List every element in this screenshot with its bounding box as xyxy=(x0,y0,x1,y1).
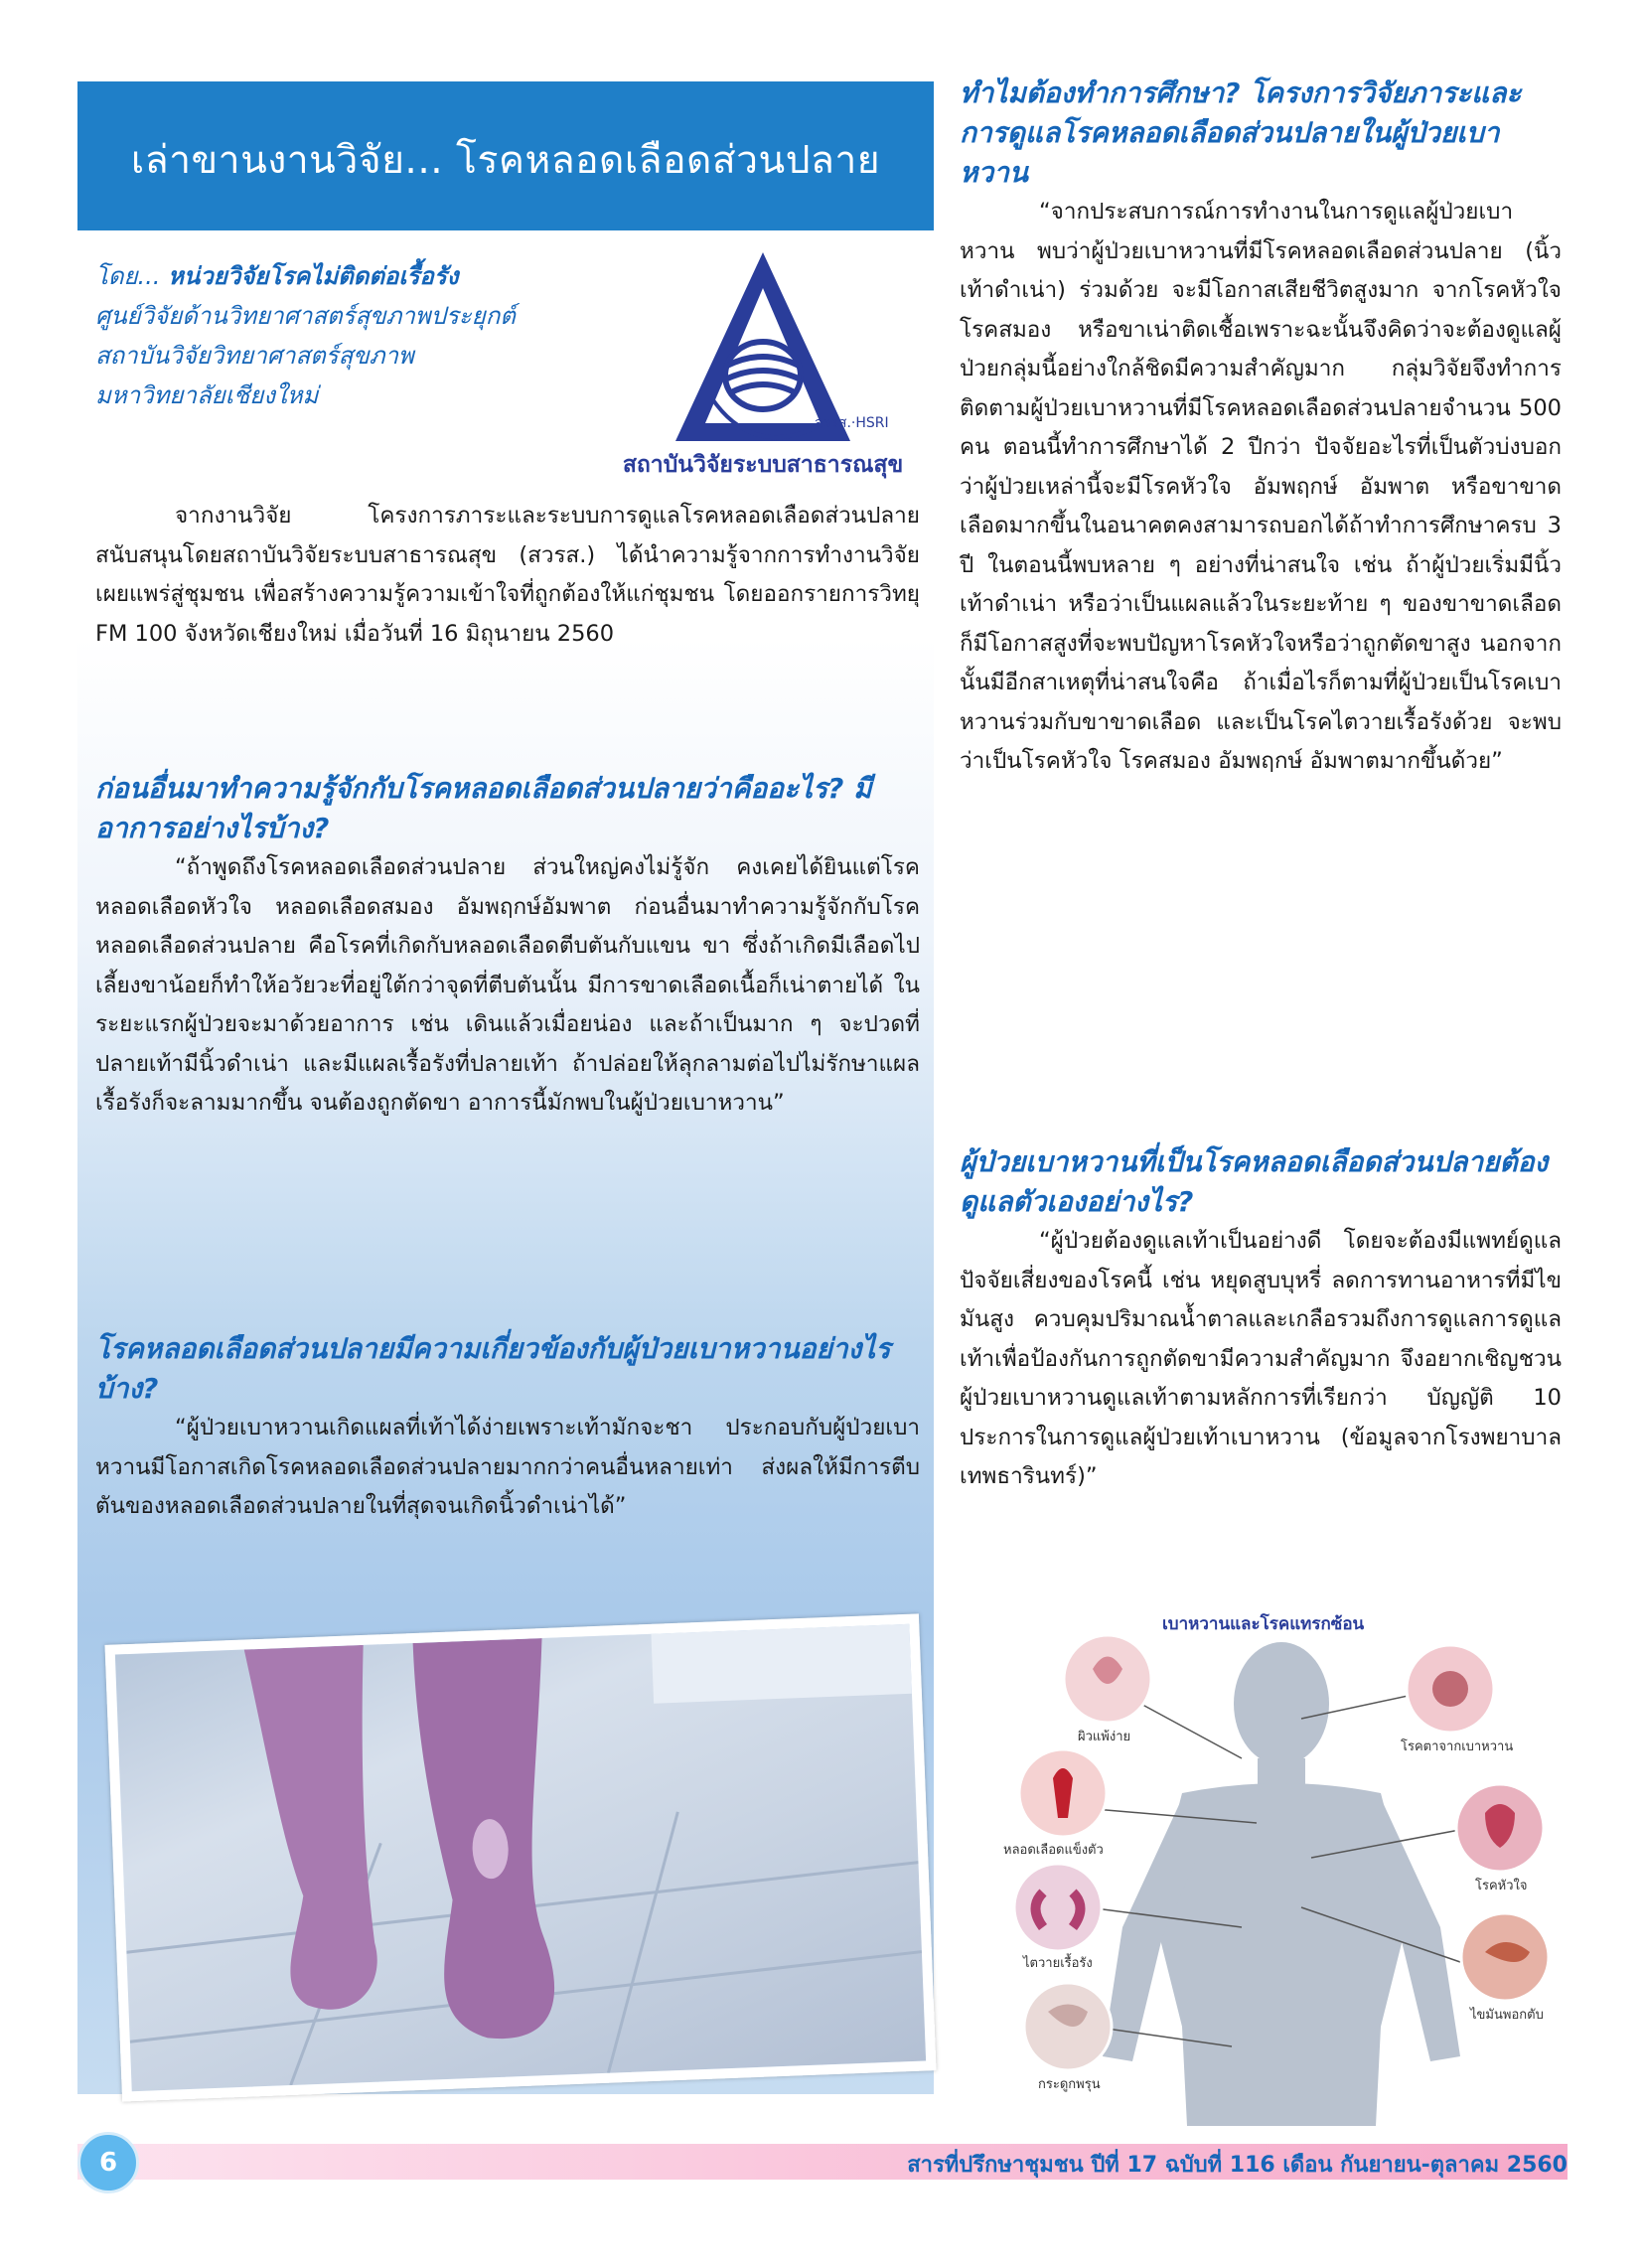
section-4-answer: “ผู้ป่วยต้องดูแลเท้าเป็นอย่างดี โดยจะต้องมีแพทย์ดูแลปัจจัยเสี่ยงของโรคนี้ เช่น หยุดสูบบุหรี่ ลดการทานอาหารที่มีไขมันสูง ควบคุมปริมาณน้ำตาลและเกลือรวมถึงการดูแลการดูแลเท้าเพื่อป้องกันการถูกตัดขามีความสำคัญมาก จึงอยากเชิญชวนผู้ป่วยเบาหวานดูแลเท้าตามหลักการที่เรียกว่า บัญญัติ 10 ประการในการดูแลผู้ป่วยเท้าเบาหวาน (ข้อมูลจากโรงพยาบาลเทพธารินทร์)” xyxy=(960,1228,1562,1489)
title-banner xyxy=(77,81,934,230)
section-4-question: ผู้ป่วยเบาหวานที่เป็นโรคหลอดเลือดส่วนปลายต้องดูแลตัวเองอย่างไร? xyxy=(960,1145,1549,1218)
byline-line3: สถาบันวิจัยวิทยาศาสตร์สุขภาพ xyxy=(95,342,414,370)
label-kidney: ไตวายเรื้อรัง xyxy=(1023,1956,1093,1971)
label-liver: ไขมันพอกตับ xyxy=(1470,2008,1544,2023)
logo-caption: สถาบันวิจัยระบบสาธารณสุข xyxy=(622,452,904,478)
foot-photo-illustration xyxy=(115,1624,926,2091)
page-title: เล่าขานงานวิจัย... โรคหลอดเลือดส่วนปลาย xyxy=(130,138,881,183)
intro-block xyxy=(95,497,920,654)
section-1-answer: “ถ้าพูดถึงโรคหลอดเลือดส่วนปลาย ส่วนใหญ่คงไม่รู้จัก คงเคยได้ยินแต่โรคหลอดเลือดหัวใจ หลอดเลือดสมอง อัมพฤกษ์อัมพาต ก่อนอื่นมาทำความรู้จักกับโรคหลอดเลือดส่วนปลาย คือโรคที่เกิดกับหลอดเลือดตีบตันกับแขน ขา ซึ่งถ้าเกิดมีเลือดไปเลี้ยงขาน้อยก็ทำให้อวัยวะที่อยู่ใต้กว่าจุดที่ตีบตันนั้น มีการขาดเลือดเนื้อก็เน่าตายได้ ในระยะแรกผู้ป่วยจะมาด้วยอาการ เช่น เดินแล้วเมื่อยน่อง และถ้าเป็นมาก ๆ จะปวดที่ปลายเท้ามีนิ้วดำเน่า และมีแผลเรื้อรังที่ปลายเท้า ถ้าปล่อยให้ลุกลามต่อไปไม่รักษาแผลเรื้อรังก็จะลามมากขึ้น จนต้องถูกตัดขา อาการนี้มักพบในผู้ป่วยเบาหวาน” xyxy=(95,854,920,1116)
diagram-title: เบาหวานและโรคแทรกซ้อน xyxy=(1162,1614,1365,1634)
footer-publication: สารที่ปรึกษาชุมชน ปีที่ 17 ฉบับที่ 116 เดือน กันยายน-ตุลาคม 2560 xyxy=(907,2153,1568,2178)
section-1 xyxy=(95,769,920,1124)
byline xyxy=(95,256,652,415)
section-2-answer: “ผู้ป่วยเบาหวานเกิดแผลที่เท้าได้ง่ายเพราะเท้ามักจะชา ประกอบกับผู้ป่วยเบาหวานมีโอกาสเกิดโรคหลอดเลือดส่วนปลายมากกว่าคนอื่นหลายเท่า ส่งผลให้มีการตีบตันของหลอดเลือดส่วนปลายในที่สุดจนเกิดนิ้วดำเน่าได้” xyxy=(95,1415,920,1519)
section-2-question: โรคหลอดเลือดส่วนปลายมีความเกี่ยวข้องกับผู้ป่วยเบาหวานอย่างไรบ้าง? xyxy=(95,1332,891,1405)
intro-paragraph: จากงานวิจัย โครงการภาระและระบบการดูแลโรคหลอดเลือดส่วนปลาย สนับสนุนโดยสถาบันวิจัยระบบสาธารณสุข (สวรส.) ได้นำความรู้จากการทำงานวิจัยเผยแพร่สู่ชุมชน เพื่อสร้างความรู้ความเข้าใจที่ถูกต้องให้แก่ชุมชน โดยออกรายการวิทยุ FM 100 จังหวัดเชียงใหม่ เมื่อวันที่ 16 มิถุนายน 2560 xyxy=(95,503,920,647)
label-artery: หลอดเลือดแข็งตัว xyxy=(1003,1843,1104,1858)
logo-emblem-text: สวรส.·HSRI xyxy=(815,415,889,431)
section-2 xyxy=(95,1329,920,1527)
byline-line4: มหาวิทยาลัยเชียงใหม่ xyxy=(95,381,319,409)
byline-prefix: โดย... xyxy=(95,262,169,290)
section-4 xyxy=(960,1142,1562,1497)
page-number: 6 xyxy=(77,2132,139,2193)
section-1-question: ก่อนอื่นมาทำความรู้จักกับโรคหลอดเลือดส่วนปลายว่าคืออะไร? มีอาการอย่างไรบ้าง? xyxy=(95,772,872,844)
label-bone: กระดูกพรุน xyxy=(1038,2077,1101,2092)
label-eye: โรคตาจากเบาหวาน xyxy=(1401,1739,1514,1754)
label-skin: ผิวแพ้ง่าย xyxy=(1078,1730,1131,1744)
section-3-question: ทำไมต้องทำการศึกษา? โครงการวิจัยภาระและการดูแลโรคหลอดเลือดส่วนปลายในผู้ป่วยเบาหวาน xyxy=(960,76,1522,189)
section-3 xyxy=(960,74,1562,782)
foot-photo xyxy=(104,1613,936,2101)
section-3-answer: “จากประสบการณ์การทำงานในการดูแลผู้ป่วยเบาหวาน พบว่าผู้ป่วยเบาหวานที่มีโรคหลอดเลือดส่วนปลาย (นิ้วเท้าดำเน่า) ร่วมด้วย จะมีโอกาสเสียชีวิตสูงมาก จากโรคหัวใจ โรคสมอง หรือขาเน่าติดเชื้อเพราะฉะนั้นจึงคิดว่าจะต้องดูแลผู้ป่วยกลุ่มนี้อย่างใกล้ชิดมีความสำคัญมาก กลุ่มวิจัยจึงทำการติดตามผู้ป่วยเบาหวานที่มีโรคหลอดเลือดส่วนปลายจำนวน 500 คน ตอนนี้ทำการศึกษาได้ 2 ปีกว่า ปัจจัยอะไรที่เป็นตัวบ่งบอกว่าผู้ป่วยเหล่านี้จะมีโรคหัวใจ อัมพฤกษ์ อัมพาต หรือขาขาดเลือดมากขึ้นในอนาคตคงสามารถบอกได้ถ้าทำการศึกษาครบ 3 ปี ในตอนนี้พบหลาย ๆ อย่างที่น่าสนใจ เช่น ถ้าผู้ป่วยเริ่มมีนิ้วเท้าดำเน่า หรือว่าเป็นแผลแล้วในระยะท้าย ๆ ของขาขาดเลือดก็มีโอกาสสูงที่จะพบปัญหาโรคหัวใจหรือว่าถูกตัดขาสูง นอกจากนั้นมีอีกสาเหตุที่น่าสนใจคือ ถ้าเมื่อไรก็ตามที่ผู้ป่วยเป็นโรคเบาหวานร่วมกับขาขาดเลือด และเป็นโรคไตวายเรื้อรังด้วย จะพบว่าเป็นโรคหัวใจ โรคสมอง อัมพฤกษ์ อัมพาตมากขึ้นด้วย” xyxy=(960,199,1562,774)
byline-unit: หน่วยวิจัยโรคไม่ติดต่อเรื้อรัง xyxy=(168,262,459,290)
byline-line2: ศูนย์วิจัยด้านวิทยาศาสตร์สุขภาพประยุกต์ xyxy=(95,302,516,330)
label-heart: โรคหัวใจ xyxy=(1475,1879,1528,1893)
diabetes-complications-diagram xyxy=(983,1609,1579,2126)
